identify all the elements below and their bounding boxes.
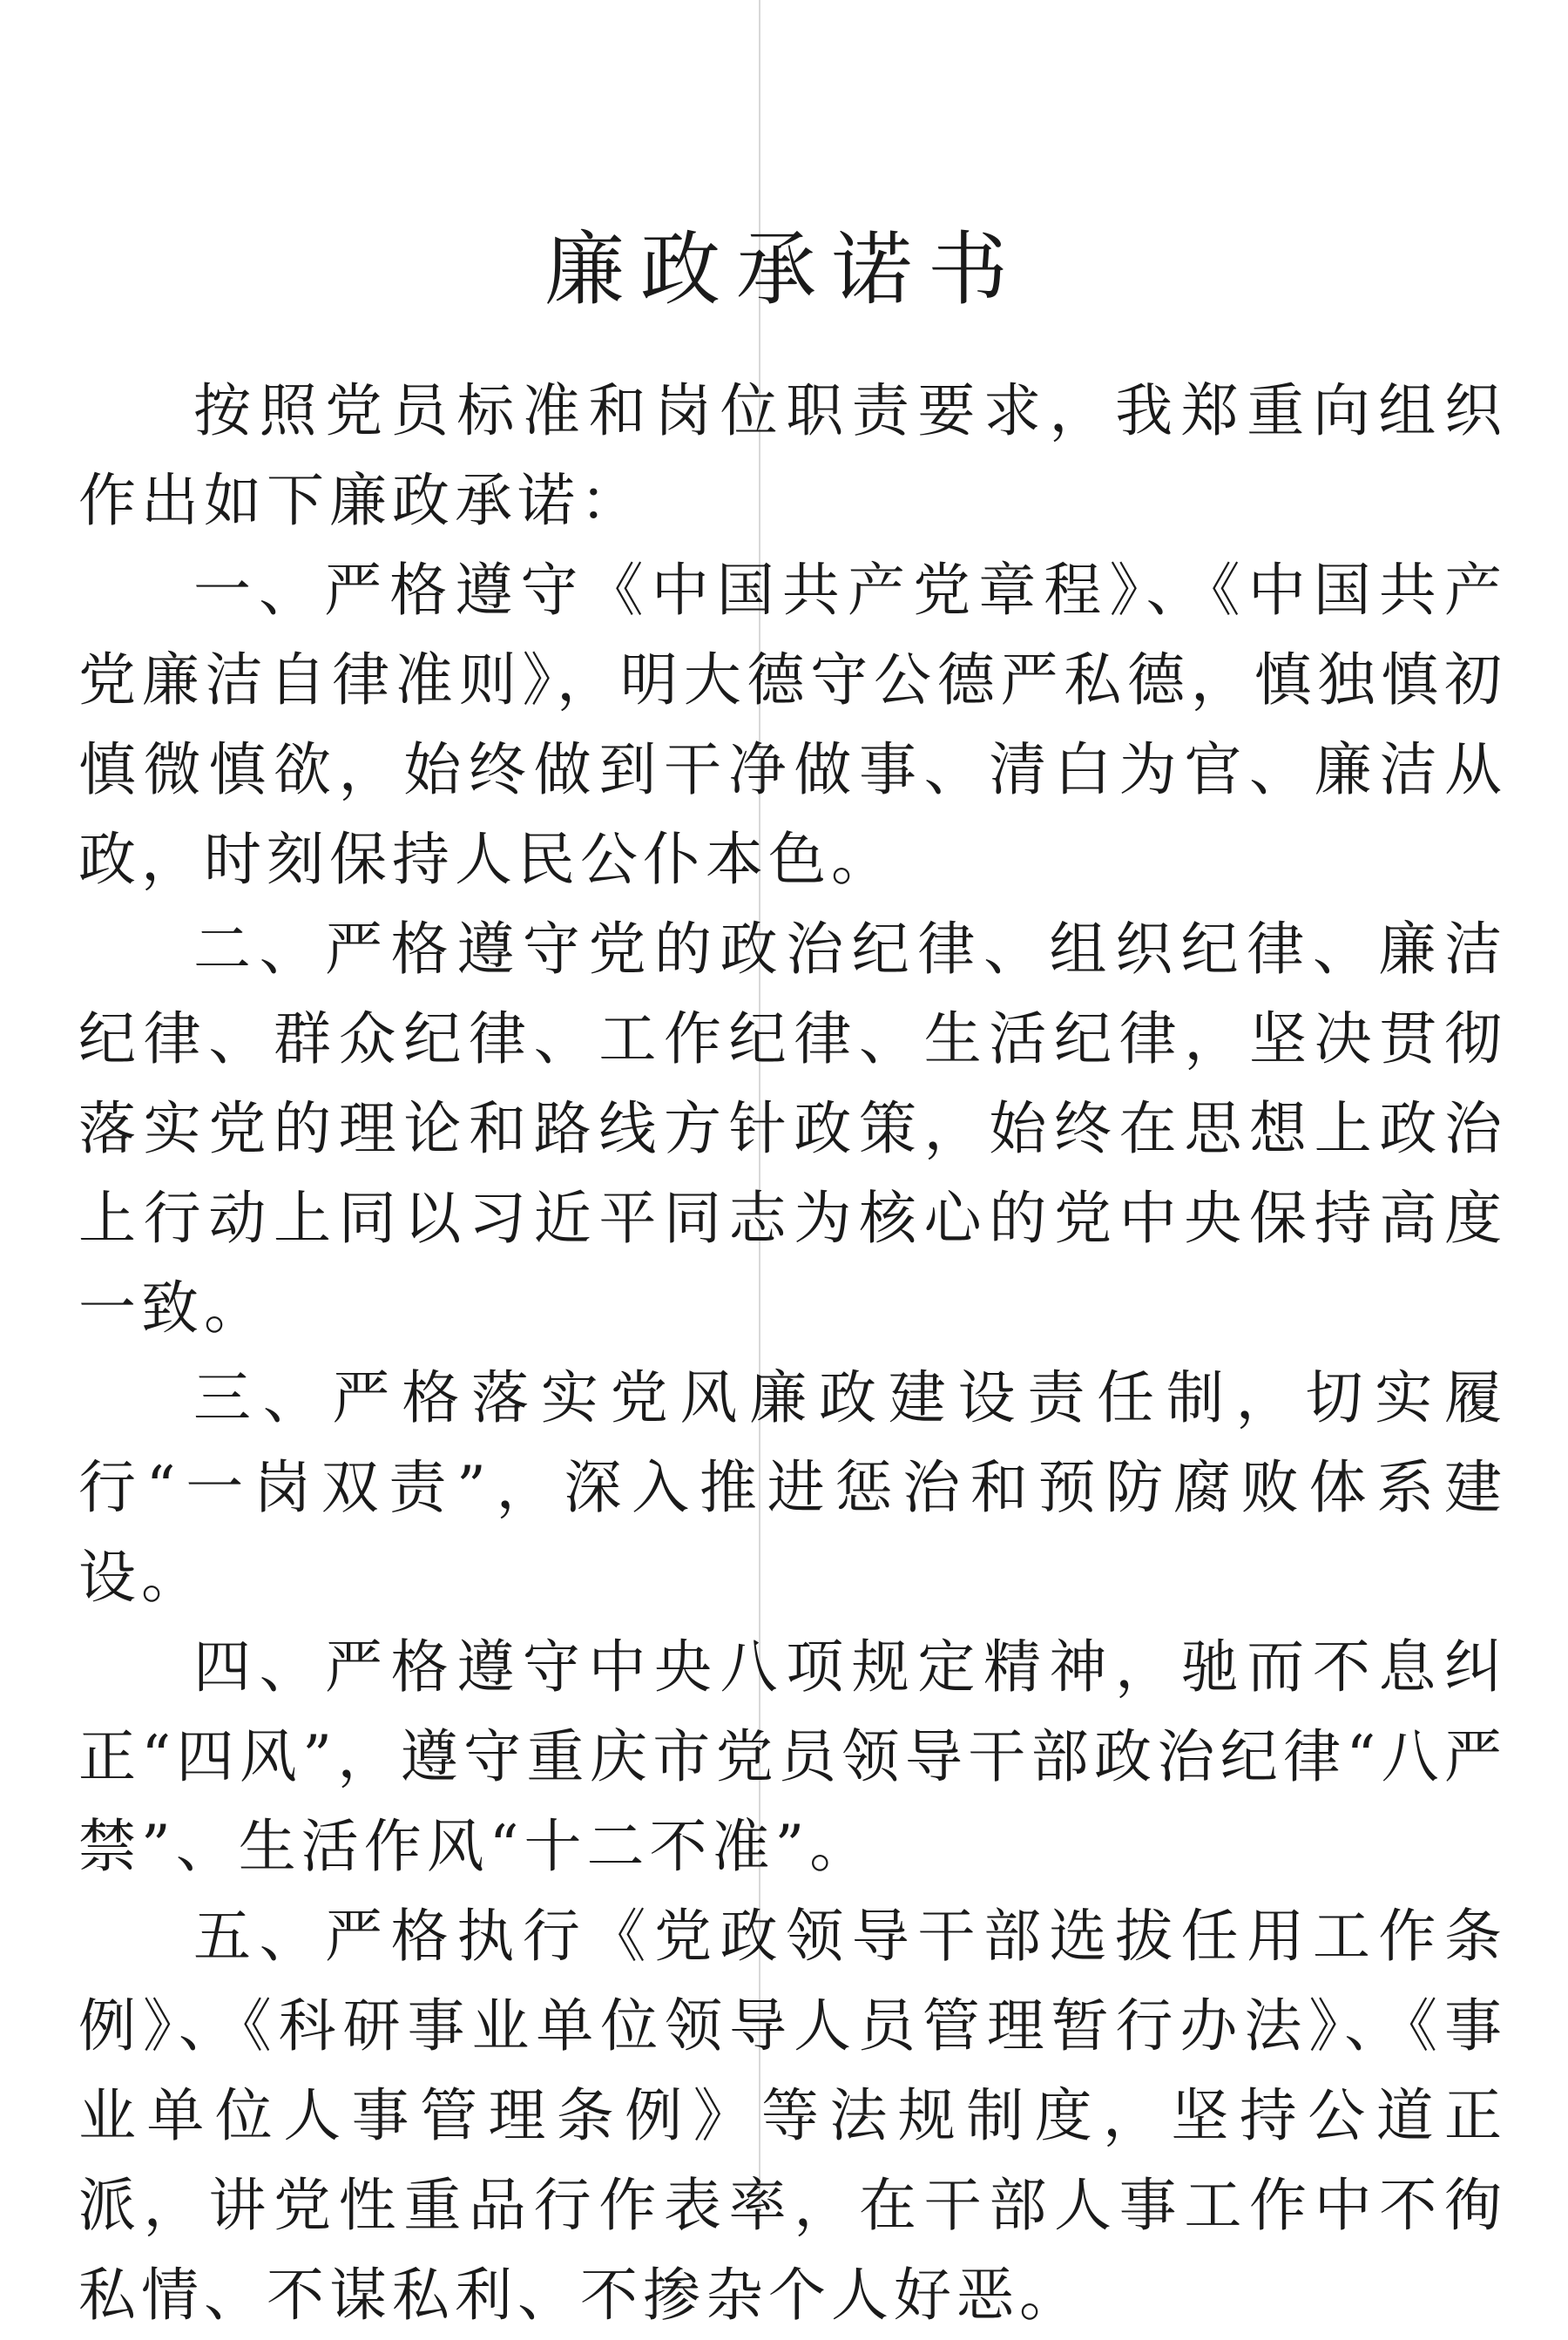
- intro-paragraph: 按照党员标准和岗位职责要求，我郑重向组织作出如下廉政承诺：: [78, 377, 1507, 534]
- document-title: 廉政承诺书: [544, 223, 1024, 316]
- commitment-paragraph-5: 五、严格执行《党政领导干部选拔任用工作条例》、《科研事业单位领导人员管理暂行办法》、《事业单位人事管理条例》等法规制度，坚持公道正派，讲党性重品行作表率，在干部人事工作中不徇私情、不谋私利、不掺杂个人好恶。: [78, 1903, 1507, 2329]
- document-body: [78, 366, 1507, 2340]
- commitment-paragraph-3: 三、严格落实党风廉政建设责任制，切实履行“一岗双责”，深入推进惩治和预防腐败体系建设。: [78, 1364, 1507, 1611]
- commitment-paragraph-2: 二、严格遵守党的政治纪律、组织纪律、廉洁纪律、群众纪律、工作纪律、生活纪律，坚决贯彻落实党的理论和路线方针政策，始终在思想上政治上行动上同以习近平同志为核心的党中央保持高度一致。: [78, 916, 1507, 1342]
- commitment-paragraph-4: 四、严格遵守中央八项规定精神，驰而不息纠正“四风”，遵守重庆市党员领导干部政治纪律“八严禁”、生活作风“十二不准”。: [78, 1633, 1507, 1880]
- commitment-paragraph-1: 一、严格遵守《中国共产党章程》、《中国共产党廉洁自律准则》，明大德守公德严私德，慎独慎初慎微慎欲，始终做到干净做事、清白为官、廉洁从政，时刻保持人民公仆本色。: [78, 557, 1507, 893]
